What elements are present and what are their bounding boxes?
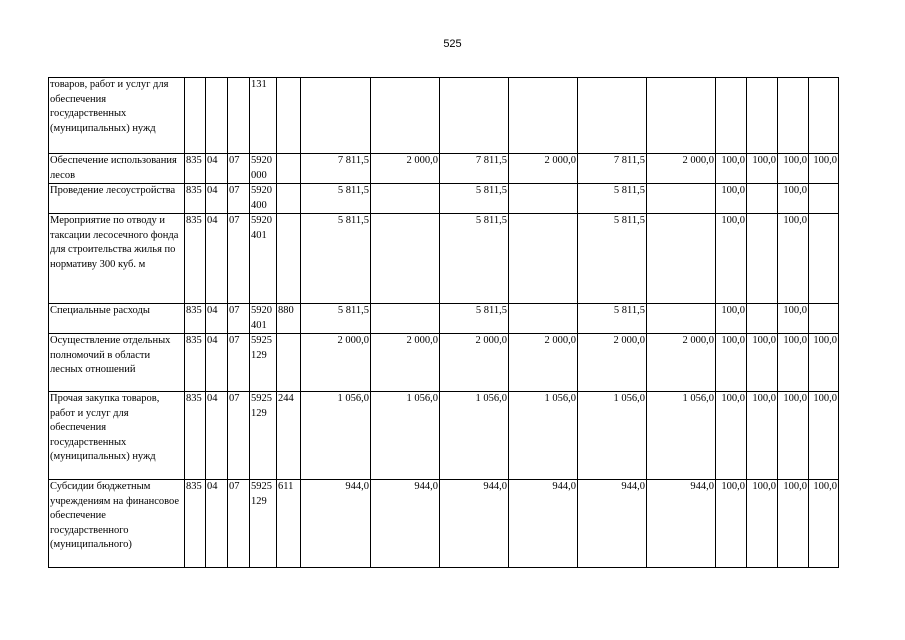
- amount-3: 5 811,5: [440, 184, 509, 214]
- expense-type-code: [277, 214, 301, 304]
- amount-3: 2 000,0: [440, 334, 509, 392]
- amount-2: 1 056,0: [371, 392, 440, 480]
- percent-2: [747, 78, 778, 154]
- row-name: Проведение лесоустройства: [49, 184, 185, 214]
- budget-table: [48, 77, 839, 568]
- amount-3: 5 811,5: [440, 214, 509, 304]
- percent-3: 100,0: [778, 304, 809, 334]
- table-row: [49, 392, 839, 480]
- target-article-code: 131: [250, 78, 277, 154]
- amount-4: [509, 214, 578, 304]
- amount-6: 2 000,0: [647, 334, 716, 392]
- amount-2: 944,0: [371, 480, 440, 568]
- amount-1: [301, 78, 371, 154]
- percent-2: 100,0: [747, 334, 778, 392]
- section-code: 04: [206, 480, 228, 568]
- percent-4: [809, 304, 839, 334]
- row-name: Обеспечение использования лесов: [49, 154, 185, 184]
- row-name: Специальные расходы: [49, 304, 185, 334]
- amount-1: 944,0: [301, 480, 371, 568]
- percent-1: 100,0: [716, 304, 747, 334]
- section-code: 04: [206, 392, 228, 480]
- percent-2: 100,0: [747, 480, 778, 568]
- row-name: Субсидии бюджетным учреждениям на финансовое обеспечение государственного (муниципального): [49, 480, 185, 568]
- amount-1: 5 811,5: [301, 214, 371, 304]
- amount-5: 2 000,0: [578, 334, 647, 392]
- amount-6: 944,0: [647, 480, 716, 568]
- ved-code: 835: [185, 154, 206, 184]
- percent-1: 100,0: [716, 392, 747, 480]
- table-row: [49, 78, 839, 154]
- ved-code: 835: [185, 480, 206, 568]
- amount-2: [371, 78, 440, 154]
- amount-4: 2 000,0: [509, 154, 578, 184]
- table-body: [49, 78, 839, 568]
- amount-4: 2 000,0: [509, 334, 578, 392]
- section-code: 04: [206, 154, 228, 184]
- percent-3: 100,0: [778, 214, 809, 304]
- amount-1: 2 000,0: [301, 334, 371, 392]
- percent-4: [809, 78, 839, 154]
- amount-1: 7 811,5: [301, 154, 371, 184]
- subsection-code: 07: [228, 392, 250, 480]
- amount-4: [509, 184, 578, 214]
- percent-2: [747, 214, 778, 304]
- amount-4: [509, 304, 578, 334]
- percent-2: 100,0: [747, 392, 778, 480]
- table-row: [49, 154, 839, 184]
- percent-4: [809, 184, 839, 214]
- expense-type-code: 611: [277, 480, 301, 568]
- percent-1: 100,0: [716, 184, 747, 214]
- percent-3: 100,0: [778, 480, 809, 568]
- amount-3: 1 056,0: [440, 392, 509, 480]
- ved-code: 835: [185, 214, 206, 304]
- table-row: [49, 184, 839, 214]
- expense-type-code: 244: [277, 392, 301, 480]
- row-name: Осуществление отдельных полномочий в области лесных отношений: [49, 334, 185, 392]
- subsection-code: 07: [228, 480, 250, 568]
- row-name: товаров, работ и услуг для обеспечения государственных (муниципальных) нужд: [49, 78, 185, 154]
- subsection-code: 07: [228, 214, 250, 304]
- table-row: [49, 214, 839, 304]
- amount-4: 1 056,0: [509, 392, 578, 480]
- ved-code: 835: [185, 304, 206, 334]
- amount-1: 5 811,5: [301, 304, 371, 334]
- row-name: Прочая закупка товаров, работ и услуг для обеспечения государственных (муниципальных) нужд: [49, 392, 185, 480]
- amount-3: 7 811,5: [440, 154, 509, 184]
- amount-3: 5 811,5: [440, 304, 509, 334]
- subsection-code: 07: [228, 304, 250, 334]
- percent-2: 100,0: [747, 154, 778, 184]
- percent-3: 100,0: [778, 184, 809, 214]
- table-row: [49, 480, 839, 568]
- percent-3: [778, 78, 809, 154]
- amount-6: 1 056,0: [647, 392, 716, 480]
- amount-4: [509, 78, 578, 154]
- expense-type-code: [277, 334, 301, 392]
- amount-6: [647, 184, 716, 214]
- target-article-code: 5925 129: [250, 480, 277, 568]
- table-row: [49, 304, 839, 334]
- amount-4: 944,0: [509, 480, 578, 568]
- page-number: 525: [443, 38, 462, 50]
- expense-type-code: [277, 154, 301, 184]
- ved-code: 835: [185, 334, 206, 392]
- amount-2: 2 000,0: [371, 154, 440, 184]
- amount-5: 5 811,5: [578, 184, 647, 214]
- amount-1: 5 811,5: [301, 184, 371, 214]
- section-code: 04: [206, 304, 228, 334]
- target-article-code: 5920 400: [250, 184, 277, 214]
- expense-type-code: [277, 78, 301, 154]
- target-article-code: 5925 129: [250, 334, 277, 392]
- amount-2: [371, 184, 440, 214]
- percent-4: 100,0: [809, 392, 839, 480]
- target-article-code: 5920 401: [250, 214, 277, 304]
- percent-3: 100,0: [778, 154, 809, 184]
- percent-4: [809, 214, 839, 304]
- section-code: 04: [206, 334, 228, 392]
- percent-1: [716, 78, 747, 154]
- percent-2: [747, 184, 778, 214]
- target-article-code: 5920 000: [250, 154, 277, 184]
- percent-4: 100,0: [809, 154, 839, 184]
- percent-1: 100,0: [716, 214, 747, 304]
- amount-6: [647, 78, 716, 154]
- amount-5: 1 056,0: [578, 392, 647, 480]
- section-code: 04: [206, 184, 228, 214]
- percent-1: 100,0: [716, 480, 747, 568]
- expense-type-code: 880: [277, 304, 301, 334]
- subsection-code: [228, 78, 250, 154]
- percent-4: 100,0: [809, 480, 839, 568]
- amount-2: 2 000,0: [371, 334, 440, 392]
- percent-2: [747, 304, 778, 334]
- percent-1: 100,0: [716, 154, 747, 184]
- target-article-code: 5920 401: [250, 304, 277, 334]
- amount-3: [440, 78, 509, 154]
- amount-5: 944,0: [578, 480, 647, 568]
- amount-6: [647, 304, 716, 334]
- subsection-code: 07: [228, 154, 250, 184]
- amount-5: [578, 78, 647, 154]
- amount-5: 7 811,5: [578, 154, 647, 184]
- amount-5: 5 811,5: [578, 304, 647, 334]
- percent-1: 100,0: [716, 334, 747, 392]
- amount-6: 2 000,0: [647, 154, 716, 184]
- section-code: 04: [206, 214, 228, 304]
- ved-code: [185, 78, 206, 154]
- table-row: [49, 334, 839, 392]
- amount-5: 5 811,5: [578, 214, 647, 304]
- percent-3: 100,0: [778, 334, 809, 392]
- amount-1: 1 056,0: [301, 392, 371, 480]
- expense-type-code: [277, 184, 301, 214]
- percent-3: 100,0: [778, 392, 809, 480]
- row-name: Мероприятие по отводу и таксации лесосечного фонда для строительства жилья по нормативу 300 куб. м: [49, 214, 185, 304]
- amount-2: [371, 214, 440, 304]
- amount-2: [371, 304, 440, 334]
- section-code: [206, 78, 228, 154]
- percent-4: 100,0: [809, 334, 839, 392]
- amount-6: [647, 214, 716, 304]
- ved-code: 835: [185, 184, 206, 214]
- target-article-code: 5925 129: [250, 392, 277, 480]
- amount-3: 944,0: [440, 480, 509, 568]
- subsection-code: 07: [228, 334, 250, 392]
- ved-code: 835: [185, 392, 206, 480]
- subsection-code: 07: [228, 184, 250, 214]
